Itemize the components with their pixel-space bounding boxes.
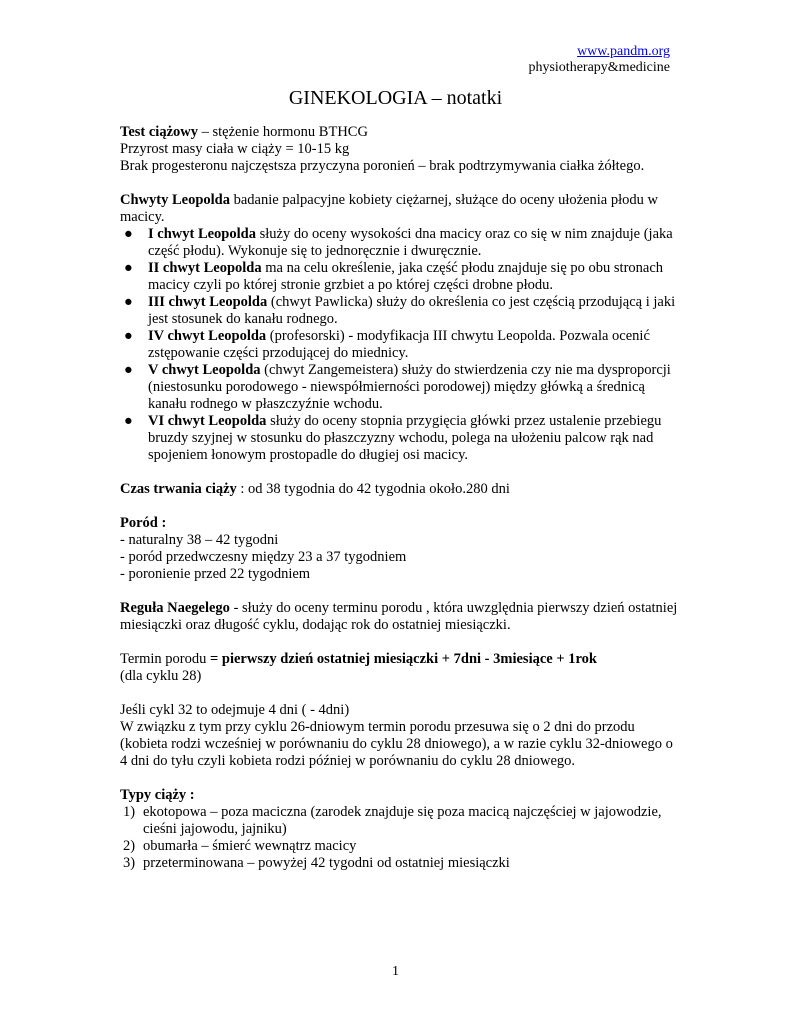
leopold-item-text: (profesorski) - modyfikacja III chwytu Leopolda. Pozwala ocenić zstępowanie części przodującej do miednicy. <box>148 328 650 361</box>
birth-label <box>120 515 680 532</box>
type-text: przeterminowana – powyżej 42 tygodni od ostatniej miesiączki <box>143 855 510 871</box>
bullet-icon: ● <box>124 362 133 378</box>
leopold-item-text: służy do oceny stopnia przygięcia główki przez ustalenie przebiegu bruzdy szyjnej w stosunku do płaszczyzny wchodu, polega na ułożeniu palcow rąk nad spojeniem łonowym prostopadle do długiej osi macicy. <box>148 413 662 463</box>
document-body <box>120 124 680 872</box>
weight-gain-line: Przyrost masy ciała w ciąży = 10-15 kg <box>120 141 350 157</box>
cycle-line: Jeśli cykl 32 to odejmuje 4 dni ( - 4dni) <box>120 702 350 718</box>
birth-line: - poród przedwczesny między 23 a 37 tygodniem <box>120 549 407 565</box>
list-item <box>120 838 680 855</box>
leopold-item-label: IV chwyt Leopolda <box>148 328 267 344</box>
progesterone-line: Brak progesteronu najczęstsza przyczyna poronień – brak podtrzymywania ciałka żółtego. <box>120 158 645 174</box>
types-list <box>120 804 680 872</box>
bullet-icon: ● <box>124 226 133 242</box>
header-tagline: physiotherapy&medicine <box>528 60 670 75</box>
birth-heading: Poród : <box>120 515 167 531</box>
formula-prefix: Termin porodu <box>120 651 210 667</box>
bullet-icon: ● <box>124 294 133 310</box>
types-heading: Typy ciąży : <box>120 787 195 803</box>
list-item <box>120 362 680 413</box>
type-text: obumarła – śmierć wewnątrz macicy <box>143 838 357 854</box>
bullet-icon: ● <box>124 260 133 276</box>
bullet-icon: ● <box>124 328 133 344</box>
leopold-item-text: (chwyt Zangemeistera) służy do stwierdzenia czy nie ma dysproporcji (niestosunku porodowego - niewspółmierności porodowej) między główką a średnicą kanału rodnego w płaszczyźnie wchodu. <box>148 362 671 412</box>
leopold-label: Chwyty Leopolda <box>120 192 230 208</box>
duration-text: : od 38 tygodnia do 42 tygodnia około.280 dni <box>236 481 510 497</box>
duration-label: Czas trwania ciąży <box>120 481 237 497</box>
leopold-item-text: (chwyt Pawlicka) służy do określenia co jest częścią przodującą i jaki jest stosunek do kanału rodnego. <box>148 294 676 327</box>
list-item <box>120 226 680 260</box>
item-number: 1) <box>123 804 136 820</box>
leopold-text: badanie palpacyjne kobiety ciężarnej, służące do oceny ułożenia płodu w macicy. <box>120 192 658 225</box>
duration-line <box>120 481 680 498</box>
leopold-item-label: II chwyt Leopolda <box>148 260 262 276</box>
item-number: 2) <box>123 838 136 854</box>
list-item <box>120 328 680 362</box>
leopold-item-label: III chwyt Leopolda <box>148 294 268 310</box>
leopold-item-text: ma na celu określenie, jaka część płodu znajduje się po obu stronach macicy czyli po której stronie grzbiet a po której części drobne płodu. <box>148 260 664 293</box>
naegele-formula: = pierwszy dzień ostatniej miesiączki + 7dni - 3miesiące + 1rok <box>210 651 597 667</box>
leopold-item-label: I chwyt Leopolda <box>148 226 256 242</box>
leopold-intro <box>120 192 680 226</box>
naegele-formula-line <box>120 651 680 668</box>
pregnancy-test-line <box>120 124 680 141</box>
pregnancy-test-text: – stężenie hormonu BTHCG <box>198 124 368 140</box>
naegele-text: - służy do oceny terminu porodu , która uwzględnia pierwszy dzień ostatniej miesiączki oraz długość cyklu, dodając rok do ostatniej miesiączki. <box>120 600 678 633</box>
types-label <box>120 787 680 804</box>
leopold-item-label: V chwyt Leopolda <box>148 362 261 378</box>
list-item <box>120 413 680 464</box>
bullet-icon: ● <box>124 413 133 429</box>
naegele-label: Reguła Naegelego <box>120 600 230 616</box>
list-item <box>120 804 680 838</box>
list-item <box>120 260 680 294</box>
page-number: 1 <box>392 964 399 979</box>
page-header <box>528 44 670 76</box>
cycle-text: W związku z tym przy cyklu 26-dniowym termin porodu przesuwa się o 2 dni do przodu (kobieta rodzi wcześniej w porównaniu do cyklu 28 dniowego), a w razie cyklu 32-dniowego o 4 dni do tyłu czyli kobieta rodzi później w porównaniu do cyklu 28 dniowego. <box>120 719 673 769</box>
naegele-paragraph <box>120 600 680 634</box>
birth-line: - poronienie przed 22 tygodniem <box>120 566 311 582</box>
site-link[interactable]: www.pandm.org <box>577 44 670 59</box>
leopold-item-label: VI chwyt Leopolda <box>148 413 267 429</box>
list-item <box>120 855 680 872</box>
item-number: 3) <box>123 855 136 871</box>
formula-note: (dla cyklu 28) <box>120 668 202 684</box>
list-item <box>120 294 680 328</box>
type-text: ekotopowa – poza maciczna (zarodek znajduje się poza macicą najczęściej w jajowodzie, cieśni jajowodu, jajniku) <box>143 804 662 837</box>
leopold-list <box>120 226 680 464</box>
birth-line: - naturalny 38 – 42 tygodni <box>120 532 279 548</box>
page-title: GINEKOLOGIA – notatki <box>288 87 503 109</box>
leopold-item-text: służy do oceny wysokości dna macicy oraz co się w nim znajduje (jaka część płodu). Wykonuje się to jednoręcznie i dwuręcznie. <box>148 226 673 259</box>
pregnancy-test-label: Test ciążowy <box>120 124 198 140</box>
